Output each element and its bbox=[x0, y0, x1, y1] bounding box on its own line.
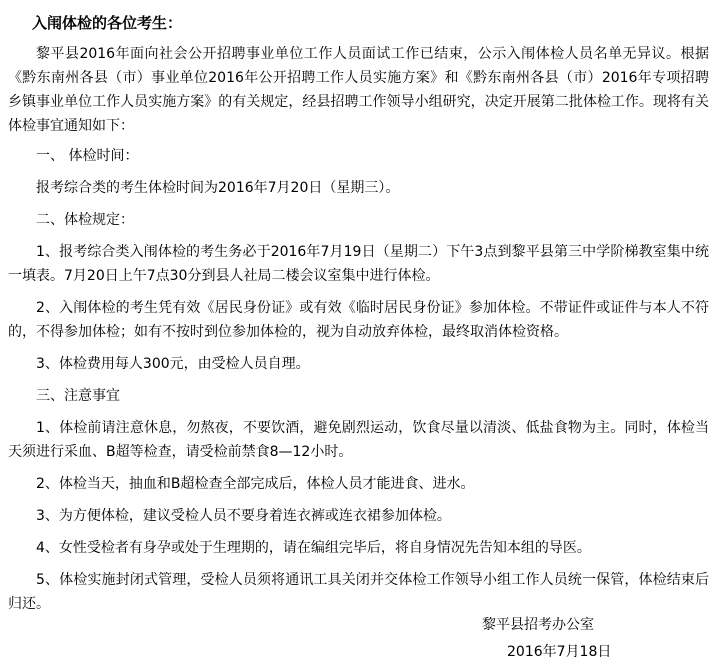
intro-paragraph: 黎平县2016年面向社会公开招聘事业单位工作人员面试工作已结束，公示入闱体检人员名单无异议。根据《黔东南州各县（市）事业单位2016年公开招聘工作人员实施方案》和《黔东南州各县（市）2016年专项招聘乡镇事业单位工作人员实施方案》的有关规定，经县招聘工作领导小组研究，决定开展第二批体检工作。现将有关体检事宜通知如下： bbox=[8, 46, 709, 134]
rule-item-1: 1、报考综合类入闱体检的考生务必于2016年7月19日（星期二）下午3点到黎平县第三中学阶梯教室集中统一填表。7月20日上午7点30分到县人社局二楼会议室集中进行体检。 bbox=[8, 244, 709, 284]
exam-time-paragraph: 报考综合类的考生体检时间为2016年7月20日（星期三）。 bbox=[36, 180, 400, 196]
rule-item-2: 2、入闱体检的考生凭有效《居民身份证》或有效《临时居民身份证》参加体检。不带证件或证件与本人不符的，不得参加体检；如有不按时到位参加体检的，视为自动放弃体检，最终取消体检资格。 bbox=[8, 300, 709, 340]
note-item-5: 5、体检实施封闭式管理，受检人员须将通讯工具关闭并交体检工作领导小组工作人员统一保管，体检结束后归还。 bbox=[8, 572, 709, 612]
section-heading-notes: 三、注意事宜 bbox=[36, 388, 120, 404]
section-heading-exam-time: 一、 体检时间： bbox=[36, 148, 139, 164]
notice-title: 入闱体检的各位考生： bbox=[32, 14, 183, 32]
section-heading-exam-rules: 二、体检规定： bbox=[36, 212, 134, 228]
signature-organization: 黎平县招考办公室 bbox=[482, 617, 594, 633]
note-item-4: 4、女性受检者有身孕或处于生理期的，请在编组完毕后，将自身情况先告知本组的导医。 bbox=[36, 540, 591, 556]
signature-date: 2016年7月18日 bbox=[507, 644, 612, 660]
note-item-2: 2、体检当天，抽血和B超检查全部完成后，体检人员才能进食、进水。 bbox=[36, 476, 475, 492]
note-item-3: 3、为方便体检，建议受检人员不要身着连衣裤或连衣裙参加体检。 bbox=[36, 508, 451, 524]
note-item-1: 1、体检前请注意休息，勿熬夜，不要饮酒，避免剧烈运动，饮食尽量以清淡、低盐食物为主。同时，体检当天须进行采血、B超等检查，请受检前禁食8—12小时。 bbox=[8, 420, 709, 460]
rule-item-3: 3、体检费用每人300元，由受检人员自理。 bbox=[36, 356, 310, 372]
